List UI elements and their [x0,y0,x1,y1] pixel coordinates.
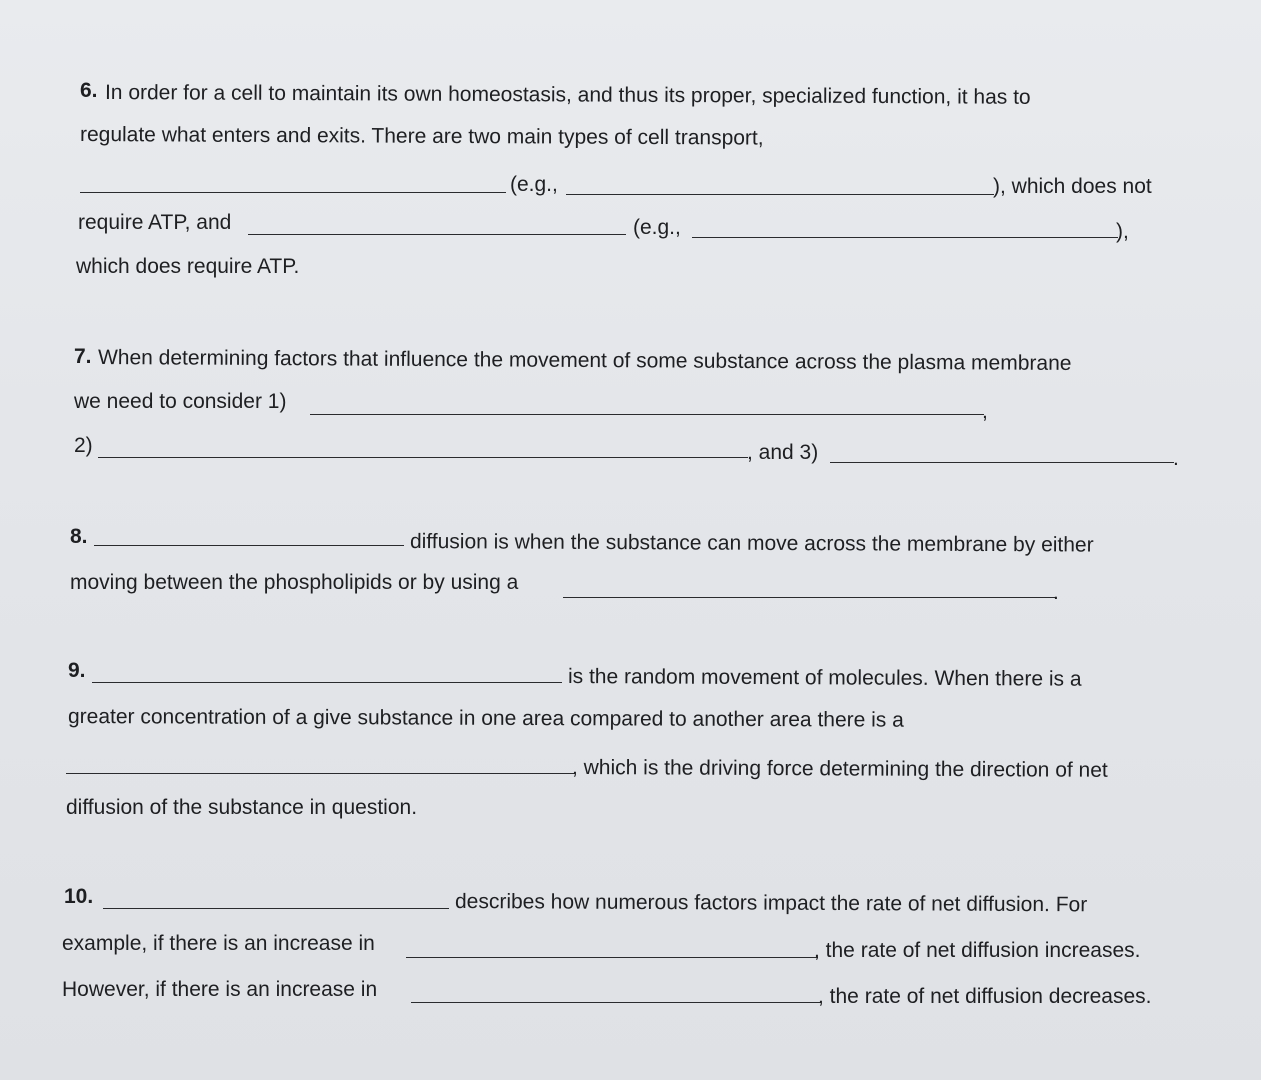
question-6-line-5: which does require ATP. [76,255,300,278]
blank-diffusion[interactable] [92,682,562,683]
blank-simple-diffusion[interactable] [94,545,404,546]
question-8-line-2: moving between the phospholipids or by using a [70,571,519,594]
blank-ficks-law[interactable] [103,908,449,909]
blank-passive-example[interactable] [566,194,994,195]
question-8-period: . [1053,581,1059,604]
question-10-line-1: describes how numerous factors impact the rate of net diffusion. For [454,890,1088,917]
blank-membrane-channel[interactable] [563,597,1055,598]
question-9-line-1: is the random movement of molecules. When there is a [567,665,1082,691]
question-9-line-3: , which is the driving force determining the direction of net [571,756,1108,782]
question-6-which-does-not: ), which does not [993,175,1152,198]
blank-decrease-factor[interactable] [411,1002,821,1003]
question-10-line-2a: example, if there is an increase in [62,932,375,955]
blank-factor-3[interactable] [830,462,1174,463]
blank-factor-1[interactable] [310,414,984,415]
question-9-line-2: greater concentration of a give substance in one area compared to another area there is a [67,705,904,732]
blank-passive-transport[interactable] [80,192,506,193]
question-6-line-1: In order for a cell to maintain its own homeostasis, and thus its proper, specialized function, it has to [104,81,1031,109]
question-7-number: 7. [74,345,92,368]
question-10-line-2b: , the rate of net diffusion increases. [814,939,1141,962]
blank-concentration-gradient[interactable] [66,773,574,774]
blank-active-example[interactable] [692,237,1118,238]
question-6-eg-2: (e.g., [633,216,681,239]
question-7-line-2: we need to consider 1) [74,390,287,413]
question-7-comma-1: , [982,400,988,423]
question-6-number: 6. [80,79,98,102]
question-6-line-2: regulate what enters and exits. There are two main types of cell transport, [79,123,764,150]
question-6-close-paren: ), [1116,220,1129,243]
question-10-line-3b: , the rate of net diffusion decreases. [818,985,1152,1008]
question-7-period: . [1173,447,1179,470]
blank-factor-2[interactable] [98,457,748,458]
question-10-number: 10. [64,885,94,908]
question-8-number: 8. [70,525,88,548]
blank-increase-factor[interactable] [406,957,818,958]
question-10-line-3a: However, if there is an increase in [62,978,378,1001]
question-7-line-1: When determining factors that influence the movement of some substance across the plasma membrane [97,346,1072,375]
question-8-line-1: diffusion is when the substance can move across the membrane by either [409,530,1094,557]
question-9-number: 9. [68,659,86,682]
blank-active-transport[interactable] [248,234,626,235]
question-7-and-3: , and 3) [747,441,819,464]
question-7-two: 2) [74,434,93,457]
question-9-line-4: diffusion of the substance in question. [66,796,418,819]
question-6-eg-1: (e.g., [510,173,558,196]
question-6-require-atp: require ATP, and [78,211,232,234]
